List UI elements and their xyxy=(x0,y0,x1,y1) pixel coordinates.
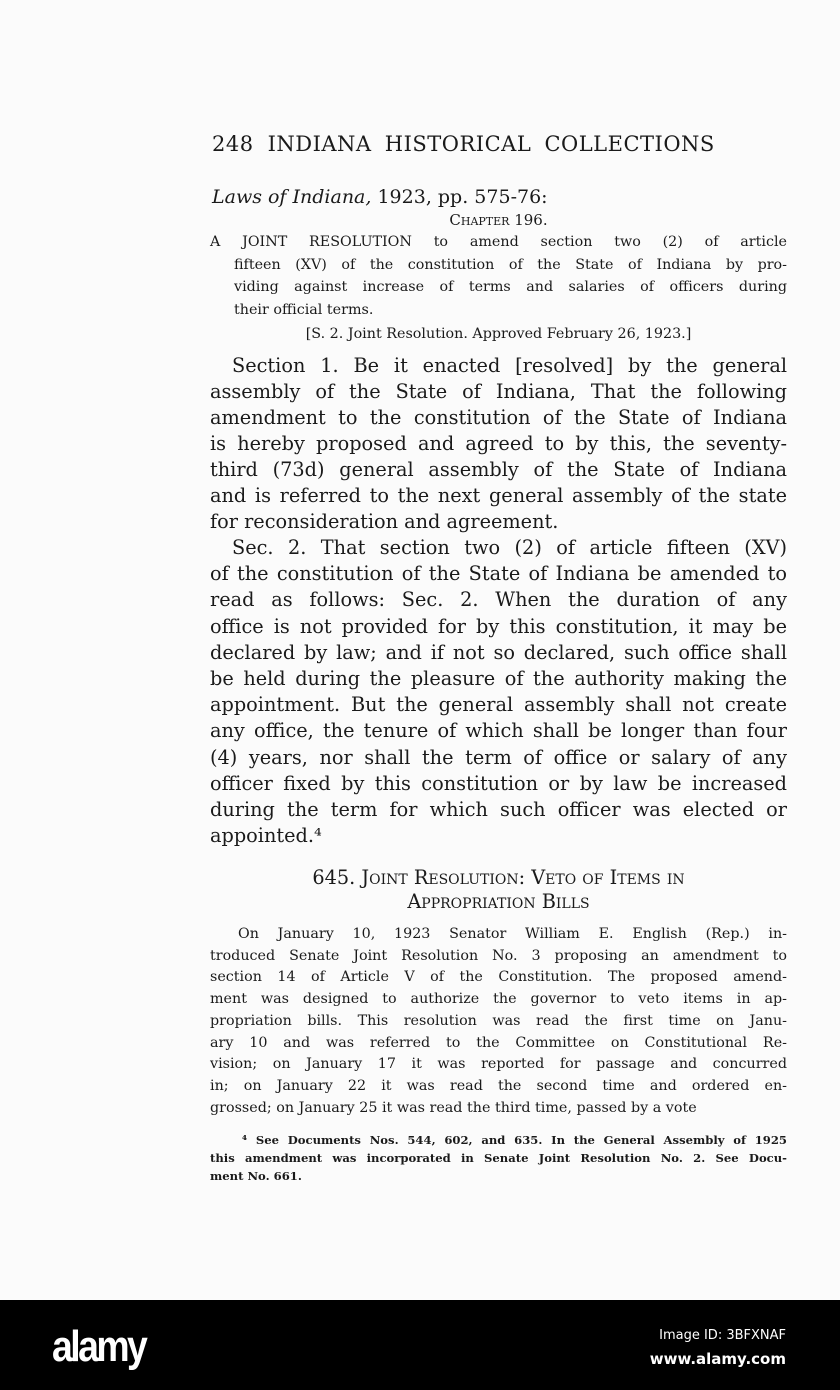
text-line: and is referred to the next general assembly of the state xyxy=(210,484,787,507)
alamy-logo: alamy xyxy=(52,1322,146,1371)
text-line: ary 10 and was referred to the Committee on Constitutional Re- xyxy=(210,1034,787,1051)
text-line: troduced Senate Joint Resolution No. 3 proposing an amendment to xyxy=(210,947,787,964)
text-line: be held during the pleasure of the authority making the xyxy=(210,667,787,690)
text-line: office is not provided for by this constitution, it may be xyxy=(210,614,787,638)
text-line: 645. Joint Resolution: Veto of Items in xyxy=(312,866,685,889)
chapter-heading: Chapter 196. xyxy=(449,211,548,229)
text-line: for reconsideration and agreement. xyxy=(210,510,559,533)
text-line: is hereby proposed and agreed to by this, the seventy- xyxy=(210,432,787,455)
image-id: Image ID: 3BFXNAF xyxy=(659,1328,786,1343)
text-line: On January 10, 1923 Senator William E. English (Rep.) in- xyxy=(238,926,787,942)
text-line: this amendment was incorporated in Senate Joint Resolution No. 2. See Docu- xyxy=(210,1151,787,1165)
text-line: ment was designed to authorize the governor to veto items in ap- xyxy=(210,991,787,1008)
text-line: Section 1. Be it enacted [resolved] by the general xyxy=(232,354,787,377)
text-line: any office, the tenure of which shall be longer than four xyxy=(210,719,787,743)
page-number: 248 xyxy=(212,132,254,156)
text-line: fifteen (XV) of the constitution of the State of Indiana by pro- xyxy=(234,256,787,273)
text-line: Appropriation Bills xyxy=(407,890,590,913)
text-line: officer fixed by this constitution or by law be increased xyxy=(210,771,787,795)
citation-title: Laws of Indiana, xyxy=(212,186,372,208)
text-line: of the constitution of the State of Indiana be amended to xyxy=(210,562,787,586)
book-title: INDIANA HISTORICAL COLLECTIONS xyxy=(267,132,715,156)
text-line: propriation bills. This resolution was read the first time on Janu- xyxy=(210,1012,787,1029)
text-line: appointment. But the general assembly shall not create xyxy=(210,693,787,717)
text-line: grossed; on January 25 it was read the third time, passed by a vote xyxy=(210,1099,697,1116)
watermark-url: www.alamy.com xyxy=(649,1350,786,1368)
watermark-bar xyxy=(0,1300,840,1390)
text-line: A JOINT RESOLUTION to amend section two (2) of article xyxy=(210,234,787,250)
text-line: viding against increase of terms and salaries of officers during xyxy=(234,279,787,295)
text-line: (4) years, nor shall the term of office or salary of any xyxy=(210,745,787,769)
running-header xyxy=(212,132,729,156)
text-line: during the term for which such officer was elected or xyxy=(210,798,787,821)
text-line: ment No. 661. xyxy=(210,1169,302,1183)
text-line: section 14 of Article V of the Constitution. The proposed amend- xyxy=(210,969,787,986)
text-line: vision; on January 17 it was reported for passage and concurred xyxy=(210,1056,787,1073)
text-line: amendment to the constitution of the State of Indiana xyxy=(210,406,787,429)
citation xyxy=(212,186,548,208)
text-line: in; on January 22 it was read the second time and ordered en- xyxy=(210,1077,787,1094)
text-line: assembly of the State of Indiana, That the following xyxy=(210,380,787,403)
text-line: ⁴ See Documents Nos. 544, 602, and 635. In the General Assembly of 1925 xyxy=(242,1133,787,1147)
text-line: appointed.⁴ xyxy=(210,824,322,848)
text-line: declared by law; and if not so declared, such office shall xyxy=(210,640,787,664)
approval-note: [S. 2. Joint Resolution. Approved February 26, 1923.] xyxy=(305,326,692,342)
citation-pages: 1923, pp. 575-76: xyxy=(371,186,548,208)
text-line: Sec. 2. That section two (2) of article fifteen (XV) xyxy=(232,536,787,559)
text-line: their official terms. xyxy=(234,301,374,318)
text-line: third (73d) general assembly of the State of Indiana xyxy=(210,458,787,481)
text-line: read as follows: Sec. 2. When the duration of any xyxy=(210,588,787,612)
